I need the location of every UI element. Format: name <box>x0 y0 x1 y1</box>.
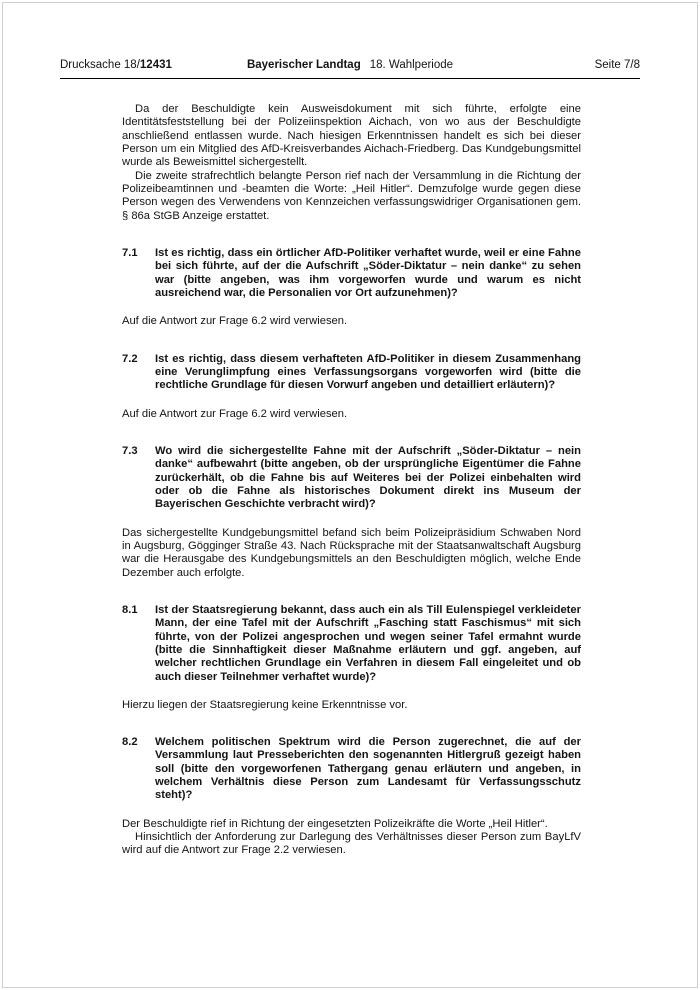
header-rule <box>60 78 640 79</box>
answer-paragraph: Auf die Antwort zur Frage 6.2 wird verwiesen. <box>122 407 348 420</box>
page-indicator: Seite 7/8 <box>594 59 640 71</box>
doc-label: Drucksache 18/ <box>60 59 140 71</box>
document-body <box>122 103 581 858</box>
question-text: Ist der Staatsregierung bekannt, dass auch ein als Till Eulenspiegel verkleideter Mann, der eine Tafel mit der Aufschrift „Fasching statt Faschismus“ mit sich führte, von der Polizei angesprochen und wegen seiner Tafel ermahnt wurde (bitte die Sinnhaftigkeit dieser Maßnahme erläutern und ggf. angeben, auf welcher rechtlichen Grundlage ein Verfahren in diesem Fall eingeleitet und ob auch dieser Teilnehmer verhaftet wurde)? <box>155 603 581 683</box>
question-number: 8.1 <box>122 603 138 616</box>
question-text: Ist es richtig, dass ein örtlicher AfD-Politiker verhaftet wurde, weil er eine Fahne bei sich führte, auf der die Aufschrift „Söder-Diktatur – nein danke“ zu sehen war (bitte angeben, was ihm vorgeworfen wurde und warum es nicht ausreichend war, die Personalien vor Ort aufzunehmen)? <box>155 246 581 299</box>
answer-paragraph: Auf die Antwort zur Frage 6.2 wird verwiesen. <box>122 315 348 328</box>
parliament-name: Bayerischer Landtag <box>246 59 361 71</box>
question-8-2 <box>122 736 581 803</box>
intro-paragraph: Die zweite strafrechtlich belangte Person rief nach der Versammlung in die Richtung der Polizeibeamtinnen und -beamten die Worte: „Heil Hitler“. Demzufolge wurde gegen diese Person wegen des Verwendens von Kennzeichen verfassungswidriger Organisationen gem. § 86a StGB Anzeige erstattet. <box>122 169 581 222</box>
answer-paragraph: Hierzu liegen der Staatsregierung keine Erkenntnisse vor. <box>122 698 408 711</box>
question-number: 7.3 <box>122 444 138 457</box>
question-number: 7.2 <box>122 352 138 365</box>
question-number: 8.2 <box>122 736 138 749</box>
answer-paragraph: Hinsichtlich der Anforderung zur Darlegung des Verhältnisses dieser Person zum BayLfV wird auf die Antwort zur Frage 2.2 verwiesen. <box>122 831 581 857</box>
question-text: Wo wird die sichergestellte Fahne mit der Aufschrift „Söder-Diktatur – nein danke“ aufbewahrt (bitte angeben, ob der ursprüngliche Eigentümer die Fahne zurückerhält, ob die Fahne bis auf Weiteres bei der Polizei einbehalten wird oder ob die Fahne als historisches Dokument direkt ins Museum der Bayerischen Geschichte verbracht wird)? <box>155 444 581 511</box>
intro-paragraph: Da der Beschuldigte kein Ausweisdokument mit sich führte, erfolgte eine Identitätsfeststellung bei der Polizeiinspektion Aichach, von wo aus der Beschuldigte anschließend entlassen wurde. Nach hiesigen Erkenntnissen handelt es sich bei dieser Person um ein Mitglied des AfD-Kreisverbandes Aichach-Friedberg. Das Kundgebungsmittel wurde als Beweismittel sichergestellt. <box>122 103 581 169</box>
doc-number: 12431 <box>139 59 172 71</box>
doc-reference <box>60 59 221 72</box>
question-text: Welchem politischen Spektrum wird die Person zugerechnet, die auf der Versammlung laut Presseberichten den sogenannten Hitlergruß gezeigt haben soll (bitte den vorgeworfenen Tathergang genau erläutern und angeben, in welchem Verhältnis diese Person zum Landesamt für Verfassungsschutz steht)? <box>155 736 581 802</box>
answer-paragraph: Das sichergestellte Kundgebungsmittel befand sich beim Polizeipräsidium Schwaben Nord in Augsburg, Gögginger Straße 43. Nach Rücksprache mit der Staatsanwaltschaft Augsburg war die Herausgabe des Kundgebungsmittels an den Beschuldigten möglich, welche Ende Dezember auch erfolgte. <box>122 526 581 579</box>
question-8-1 <box>122 604 581 684</box>
question-text: Ist es richtig, dass diesem verhafteten AfD-Politiker in diesem Zusammenhang eine Verunglimpfung eines Verfassungsorgans vorgeworfen wird (bitte die rechtliche Grundlage für diesen Vorwurf angeben und detailliert erläutern)? <box>155 352 581 392</box>
legislative-period: 18. Wahlperiode <box>369 59 454 71</box>
answer-paragraph: Der Beschuldigte rief in Richtung der eingesetzten Polizeikräfte die Worte „Heil Hitler“. <box>122 817 548 830</box>
question-number: 7.1 <box>122 246 138 259</box>
question-7-2 <box>122 353 581 393</box>
parliament-header <box>221 59 479 72</box>
question-7-3 <box>122 445 581 512</box>
page-header <box>60 59 640 72</box>
question-7-1 <box>122 247 581 300</box>
